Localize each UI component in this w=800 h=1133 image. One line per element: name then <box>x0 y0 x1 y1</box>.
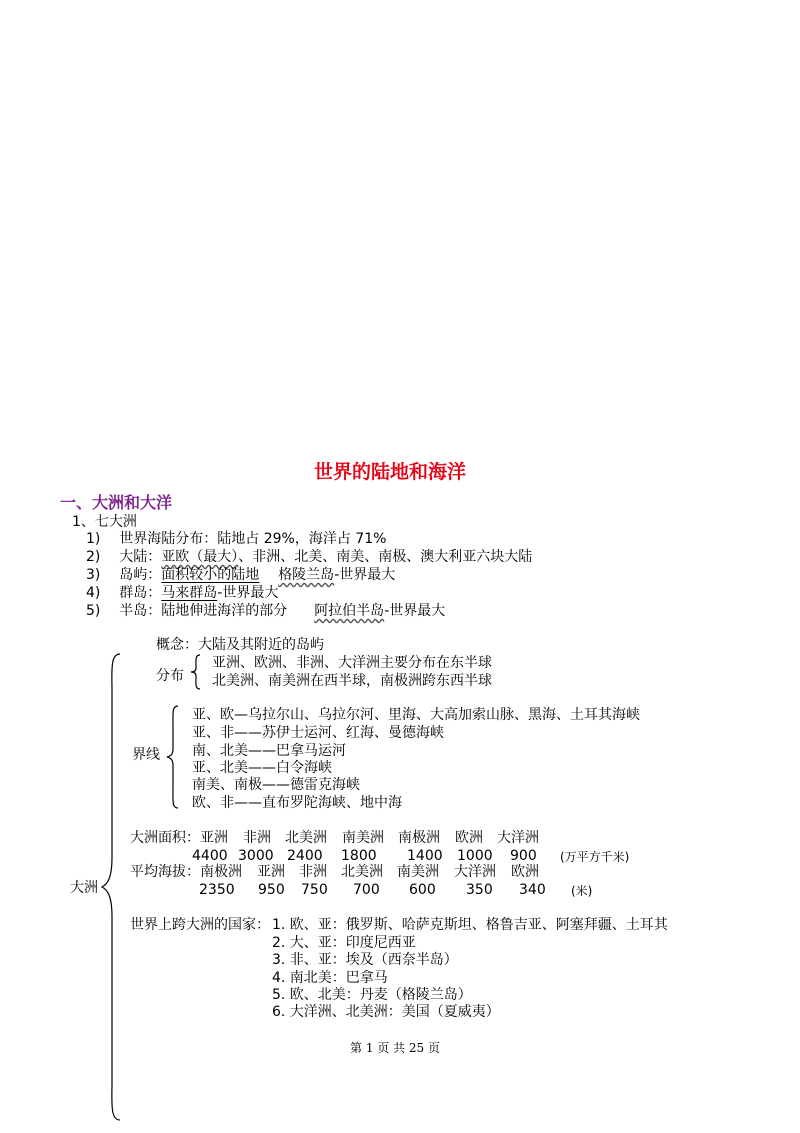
area-unit: (万平方千米) <box>560 850 630 864</box>
area-value: 1800 <box>341 848 377 864</box>
altitude-name: 南极洲 <box>200 864 242 880</box>
boundary-line-5: 南美、南极——德雷克海峡 <box>192 777 360 793</box>
page-footer: 第 1 页 共 25 页 <box>350 1041 440 1055</box>
boundary-line-4: 亚、北美——白令海峡 <box>192 760 332 776</box>
transcontinental-line-6: 6. 大洋洲、北美洲：美国（夏威夷） <box>272 1004 500 1020</box>
altitude-name: 南美洲 <box>397 864 439 880</box>
transcontinental-line-4: 4. 南北美：巴拿马 <box>272 970 388 986</box>
large-brace-icon <box>100 652 122 1122</box>
area-value: 3000 <box>238 848 274 864</box>
altitude-value: 600 <box>409 882 436 898</box>
area-value: 4400 <box>192 848 228 864</box>
area-name: 大洋洲 <box>497 830 539 846</box>
distribution-label: 分布 <box>156 668 184 684</box>
area-name: 南极洲 <box>398 830 440 846</box>
altitude-value: 350 <box>466 882 493 898</box>
area-name: 欧洲 <box>455 830 483 846</box>
area-value: 1400 <box>407 848 443 864</box>
boundary-line-2: 亚、非——苏伊士运河、红海、曼德海峡 <box>192 725 444 741</box>
boundary-line-6: 欧、非——直布罗陀海峡、地中海 <box>192 795 402 811</box>
page-title: 世界的陆地和海洋 <box>314 461 467 483</box>
area-value: 900 <box>510 848 537 864</box>
altitude-value: 340 <box>519 882 546 898</box>
altitude-value: 700 <box>353 882 380 898</box>
transcontinental-line-3: 3. 非、亚：埃及（西奈半岛） <box>272 952 458 968</box>
altitude-value: 750 <box>301 882 328 898</box>
list-item-2: 2) 大陆：亚欧（最大）、非洲、北美、南美、南极、澳大利亚六块大陆 <box>86 549 533 565</box>
altitude-name: 亚洲 <box>257 864 285 880</box>
boundaries-brace-icon <box>166 705 180 809</box>
altitude-label: 平均海拔： <box>130 864 200 880</box>
transcontinental-line-2: 2. 大、亚：印度尼西亚 <box>272 935 416 951</box>
altitude-unit: (米) <box>571 884 593 898</box>
area-name: 非洲 <box>243 830 271 846</box>
transcontinental-line-1: 1. 欧、亚：俄罗斯、哈萨克斯坦、格鲁吉亚、阿塞拜疆、土耳其 <box>272 917 668 933</box>
transcontinental-label: 世界上跨大洲的国家： <box>130 917 270 933</box>
altitude-name: 欧洲 <box>511 864 539 880</box>
concept-line: 概念：大陆及其附近的岛屿 <box>156 637 324 653</box>
altitude-name: 非洲 <box>299 864 327 880</box>
boundaries-label: 界线 <box>132 747 160 763</box>
distribution-brace-icon <box>190 654 202 690</box>
distribution-line-2: 北美洲、南美洲在西半球，南极洲跨东西半球 <box>212 673 492 689</box>
area-label: 大洲面积： <box>130 830 200 846</box>
list-item-1: 1) 世界海陆分布：陆地占 29%，海洋占 71% <box>86 531 387 547</box>
list-item-3: 3) 岛屿：面积较小的陆地 格陵兰岛-世界最大 <box>86 567 396 583</box>
boundary-line-3: 南、北美——巴拿马运河 <box>192 743 346 759</box>
area-value: 1000 <box>457 848 493 864</box>
altitude-value: 2350 <box>199 882 235 898</box>
area-value: 2400 <box>287 848 323 864</box>
altitude-name: 北美洲 <box>341 864 383 880</box>
area-name: 亚洲 <box>200 830 228 846</box>
list-item-5: 5) 半岛：陆地伸进海洋的部分 阿拉伯半岛-世界最大 <box>86 603 446 619</box>
transcontinental-line-5: 5. 欧、北美：丹麦（格陵兰岛） <box>272 987 472 1003</box>
area-name: 南美洲 <box>342 830 384 846</box>
subsection-heading: 1、七大洲 <box>72 514 137 530</box>
section-heading: 一、大洲和大洋 <box>60 493 173 512</box>
continents-label: 大洲 <box>70 880 98 896</box>
list-item-4: 4) 群岛：马来群岛-世界最大 <box>86 585 279 601</box>
area-name: 北美洲 <box>285 830 327 846</box>
altitude-name: 大洋洲 <box>454 864 496 880</box>
altitude-value: 950 <box>258 882 285 898</box>
boundary-line-1: 亚、欧—乌拉尔山、乌拉尔河、里海、大高加索山脉、黑海、土耳其海峡 <box>192 707 640 723</box>
distribution-line-1: 亚洲、欧洲、非洲、大洋洲主要分布在东半球 <box>212 655 492 671</box>
